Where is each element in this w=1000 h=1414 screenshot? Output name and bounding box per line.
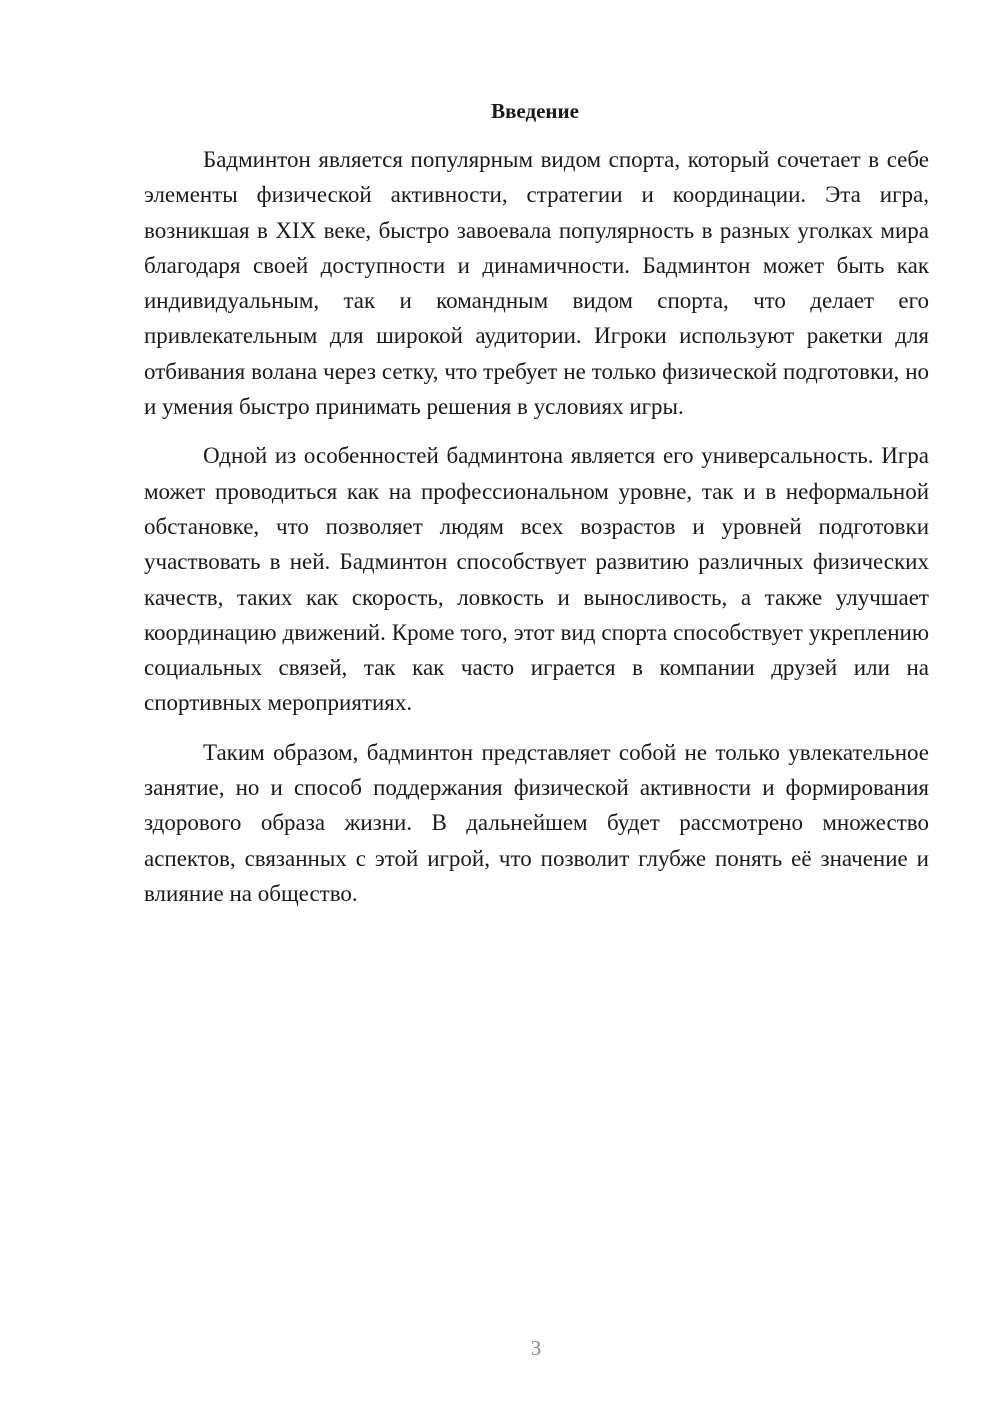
section-heading: Введение <box>491 99 579 123</box>
paragraph-3: Таким образом, бадминтон представляет собой не только увлекательное занятие, но и способ поддержания физической активности и формирования здорового образа жизни. В дальнейшем будет рассмотрено множество аспектов, связанных с этой игрой, что позволит глубже понять её значение и влияние на общество. <box>144 739 929 906</box>
body-text <box>144 142 929 911</box>
paragraph-2: Одной из особенностей бадминтона является его универсальность. Игра может проводиться как на профессиональном уровне, так и в неформальной обстановке, что позволяет людям всех возрастов и уровней подготовки участвовать в ней. Бадминтон способствует развитию различных физических качеств, таких как скорость, ловкость и выносливость, а также улучшает координацию движений. Кроме того, этот вид спорта способствует укреплению социальных связей, так как часто играется в компании друзей или на спортивных мероприятиях. <box>144 443 929 716</box>
page-number: 3 <box>530 1336 542 1360</box>
paragraph-1: Бадминтон является популярным видом спорта, который сочетает в себе элементы физической активности, стратегии и координации. Эта игра, возникшая в XIX веке, быстро завоевала популярность в разных уголках мира благодаря своей доступности и динамичности. Бадминтон может быть как индивидуальным, так и командным видом спорта, что делает его привлекательным для широкой аудитории. Игроки используют ракетки для отбивания волана через сетку, что требует не только физической подготовки, но и умения быстро принимать решения в условиях игры. <box>144 147 929 420</box>
